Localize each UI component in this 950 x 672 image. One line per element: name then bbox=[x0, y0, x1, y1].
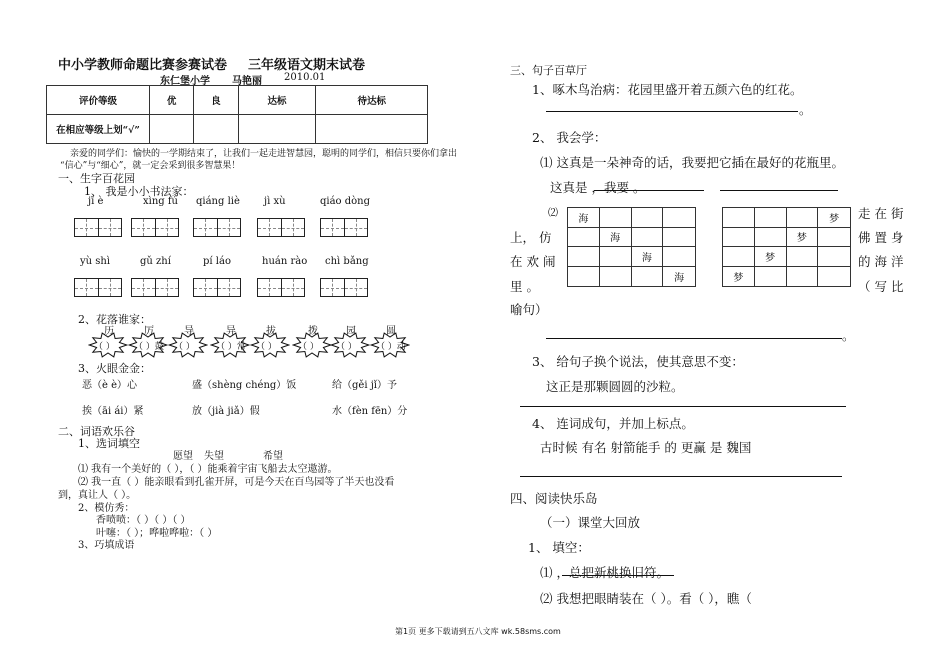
r2b-left-2: 在 欢 闹 bbox=[510, 254, 556, 269]
flower-char: 厉 bbox=[144, 326, 154, 337]
word-choice: 失望 bbox=[204, 451, 224, 462]
writing-grid[interactable] bbox=[320, 218, 368, 237]
flower-blank[interactable]: （ ）鼓 bbox=[134, 342, 164, 352]
r2b-right-3: 的 海 洋 bbox=[858, 254, 904, 269]
flower-blank[interactable]: （ ） bbox=[94, 342, 115, 352]
answer-line[interactable] bbox=[594, 190, 704, 191]
section-2-heading: 二、词语欢乐谷 bbox=[58, 425, 135, 438]
flower-char: 拨 bbox=[308, 326, 318, 337]
eval-header: 优 bbox=[150, 86, 194, 115]
flower-char: 圆 bbox=[386, 326, 396, 337]
section-1-heading: 一、生字百花园 bbox=[58, 172, 135, 185]
word-choice: 希望 bbox=[263, 451, 283, 462]
flower-blank[interactable]: （ ） bbox=[174, 342, 195, 352]
r4-heading: 4、 连词成句，并加上标点。 bbox=[532, 416, 694, 431]
r2b-label: ⑵ bbox=[548, 208, 558, 219]
flower-char: 园 bbox=[346, 326, 356, 337]
flower-char: 导 bbox=[184, 326, 194, 337]
rq1b-text: ⑵ 我想把眼睛装在（ ）。看（ ），瞧（ bbox=[540, 591, 752, 606]
grid-cell: 海 bbox=[632, 247, 664, 267]
writing-grid[interactable] bbox=[193, 218, 241, 237]
grid-cell bbox=[818, 267, 850, 287]
flower-blank[interactable]: （ ）动 bbox=[376, 342, 406, 352]
grid-cell bbox=[600, 267, 632, 287]
grid-cell bbox=[632, 208, 664, 228]
page-footer: 第1页 更多下载请到五八文库 wk.58sms.com bbox=[395, 627, 561, 636]
eval-cell[interactable] bbox=[150, 115, 194, 144]
answer-line[interactable] bbox=[546, 338, 842, 339]
answer-line[interactable] bbox=[520, 406, 846, 407]
pinyin-choice: 放（jià jiǎ）假 bbox=[192, 406, 260, 417]
pinyin: pí láo bbox=[203, 256, 231, 267]
writing-grid[interactable] bbox=[257, 278, 305, 297]
q21-heading: 1、选词填空 bbox=[78, 437, 140, 450]
r2b-right-1: 走 在 街 bbox=[858, 206, 904, 221]
grid-cell bbox=[568, 247, 600, 267]
writing-grid[interactable] bbox=[74, 218, 122, 237]
flower-char: 异 bbox=[226, 326, 236, 337]
writing-grid[interactable] bbox=[257, 218, 305, 237]
pinyin-choice: 盛（shèng chéng）饭 bbox=[192, 380, 297, 391]
eval-header: 待达标 bbox=[316, 86, 428, 115]
mimic-line-1: 香喷喷：（ ）（ ）（ ） bbox=[96, 515, 191, 526]
r2b-right-4: （ 写 比 bbox=[858, 279, 904, 294]
eval-row-label: 在相应等级上划“√” bbox=[47, 115, 150, 144]
eval-header: 评价等级 bbox=[47, 86, 150, 115]
pinyin: jī è bbox=[88, 196, 104, 207]
flower-blank[interactable]: （ ）常 bbox=[216, 342, 246, 352]
grid-cell bbox=[818, 247, 850, 267]
r2b-left-1: 上， 仿 bbox=[510, 230, 552, 245]
answer-line[interactable] bbox=[562, 575, 674, 576]
grid-cell bbox=[663, 228, 695, 248]
grid-cell bbox=[568, 228, 600, 248]
word-choice: 愿望 bbox=[173, 451, 193, 462]
q2-heading: 2、花落谁家： bbox=[78, 313, 151, 326]
grid-cell bbox=[568, 267, 600, 287]
eval-header: 达标 bbox=[238, 86, 316, 115]
r2b-left-3: 里 。 bbox=[510, 279, 539, 294]
pinyin: qiáng liè bbox=[196, 196, 240, 207]
grid-cell bbox=[818, 228, 850, 248]
grid-cell bbox=[723, 247, 755, 267]
grid-cell: 梦 bbox=[755, 247, 787, 267]
char-grid-dream bbox=[722, 207, 851, 287]
grid-cell: 海 bbox=[600, 228, 632, 248]
exam-date: 2010.01 bbox=[284, 72, 326, 83]
writing-grid[interactable] bbox=[74, 278, 122, 297]
intro-line-1: 亲爱的同学们：愉快的一学期结束了，让我们一起走进智慧园，聪明的同学们，相信只要你们拿出 bbox=[70, 149, 458, 159]
r2a-text: ⑴ 这真是一朵神奇的话，我要把它插在最好的花瓶里。 bbox=[540, 155, 844, 170]
pinyin-choice: 水（fèn fēn）分 bbox=[332, 406, 408, 417]
grid-cell bbox=[723, 228, 755, 248]
intro-line-2: “信心”与“细心”，就一定会采到很多智慧果！ bbox=[60, 161, 241, 171]
answer-line[interactable] bbox=[720, 190, 838, 191]
q23-heading: 3、巧填成语 bbox=[78, 540, 135, 551]
pinyin: chì bǎng bbox=[325, 256, 369, 267]
pinyin: yù shì bbox=[80, 256, 111, 267]
fill-sentence-2b: 到，真让人（ ）。 bbox=[58, 490, 137, 501]
q22-heading: 2、模仿秀： bbox=[78, 503, 135, 514]
grid-cell: 海 bbox=[568, 208, 600, 228]
pinyin-choice: 恶（è è）心 bbox=[82, 380, 138, 391]
char-grid-sea bbox=[567, 207, 696, 287]
writing-grid[interactable] bbox=[131, 218, 179, 237]
fill-sentence-2a: ⑵ 我一直（ ）能亲眼看到孔雀开屏，可是今天在百鸟园等了半天也没看 bbox=[78, 477, 395, 488]
r1-text: 1、啄木鸟治病：花园里盛开着五颜六色的红花。 bbox=[532, 82, 803, 97]
writing-grid[interactable] bbox=[131, 278, 179, 297]
fill-sentence-1: ⑴ 我有一个美好的（ ），（ ）能乘着宇宙飞船去太空遨游。 bbox=[78, 464, 338, 475]
r2-heading: 2、 我会学： bbox=[532, 130, 607, 145]
grid-cell bbox=[663, 247, 695, 267]
grid-cell bbox=[723, 208, 755, 228]
exam-subtitle: 三年级语文期末试卷 bbox=[248, 58, 366, 73]
flower-blank[interactable]: （ ） bbox=[256, 342, 277, 352]
eval-cell[interactable] bbox=[238, 115, 316, 144]
grid-cell bbox=[787, 208, 819, 228]
grid-cell bbox=[663, 208, 695, 228]
r2b-right-2: 佛 置 身 bbox=[858, 230, 904, 245]
pinyin-choice: 给（gěi jǐ）予 bbox=[332, 380, 397, 391]
evaluation-table bbox=[46, 85, 428, 144]
grid-cell bbox=[755, 208, 787, 228]
grid-cell bbox=[600, 247, 632, 267]
section-4-heading: 四、阅读快乐岛 bbox=[510, 491, 598, 506]
writing-grid[interactable] bbox=[320, 278, 368, 297]
q3-heading: 3、火眼金金： bbox=[78, 362, 151, 375]
pinyin: jì xù bbox=[264, 196, 286, 207]
grid-cell: 梦 bbox=[818, 208, 850, 228]
section-3-heading: 三、句子百草厅 bbox=[510, 64, 587, 77]
reading-subheading: （一）课堂大回放 bbox=[540, 515, 641, 530]
r4-words: 古时候 有名 射箭能手 的 更赢 是 魏国 bbox=[540, 440, 752, 455]
pinyin: gǔ zhí bbox=[140, 256, 171, 267]
answer-line[interactable] bbox=[546, 111, 798, 112]
eval-cell[interactable] bbox=[316, 115, 428, 144]
grid-cell bbox=[787, 267, 819, 287]
grid-cell: 海 bbox=[674, 272, 685, 284]
mimic-line-2: 叶噻：（ ）；哗啦哗啦：（ ） bbox=[96, 528, 218, 539]
grid-cell bbox=[787, 247, 819, 267]
flower-char: 历 bbox=[104, 326, 114, 337]
r2a-fill: 这真是 ，我要 。 bbox=[550, 180, 646, 195]
writing-grid[interactable] bbox=[193, 278, 241, 297]
flower-blank[interactable]: （ ） bbox=[336, 342, 357, 352]
grid-cell bbox=[600, 208, 632, 228]
grid-cell: 梦 bbox=[723, 267, 755, 287]
flower-char: 拔 bbox=[266, 326, 276, 337]
q1-heading: 1、 我是小小书法家： bbox=[84, 185, 194, 198]
rq1a-text: ⑴ ，总把新桃换旧符。 bbox=[540, 565, 669, 580]
eval-header: 良 bbox=[194, 86, 238, 115]
r2b-tail: 喻句） bbox=[510, 302, 548, 317]
grid-cell bbox=[632, 267, 664, 287]
author-name: 马艳丽 bbox=[232, 76, 262, 87]
author-school: 东仁堡小学 bbox=[160, 76, 210, 87]
answer-line[interactable] bbox=[520, 476, 842, 477]
flower-blank[interactable]: （ ） bbox=[298, 342, 319, 352]
grid-cell bbox=[632, 228, 664, 248]
pinyin: qiáo dòng bbox=[320, 196, 371, 207]
exam-title: 中小学教师命题比赛参赛试卷 bbox=[58, 58, 228, 73]
grid-cell bbox=[755, 228, 787, 248]
grid-cell: 梦 bbox=[787, 228, 819, 248]
r3-heading: 3、 给句子换个说法，使其意思不变： bbox=[532, 354, 744, 369]
eval-cell[interactable] bbox=[194, 115, 238, 144]
pinyin: huán rào bbox=[262, 256, 308, 267]
pinyin-choice: 挨（āi ái）紧 bbox=[82, 406, 144, 417]
r3-sentence: 这正是那颗圆圆的沙粒。 bbox=[546, 379, 684, 394]
rq1-heading: 1、 填空： bbox=[528, 540, 590, 555]
pinyin: xìng fú bbox=[143, 196, 178, 207]
grid-cell bbox=[755, 267, 787, 287]
